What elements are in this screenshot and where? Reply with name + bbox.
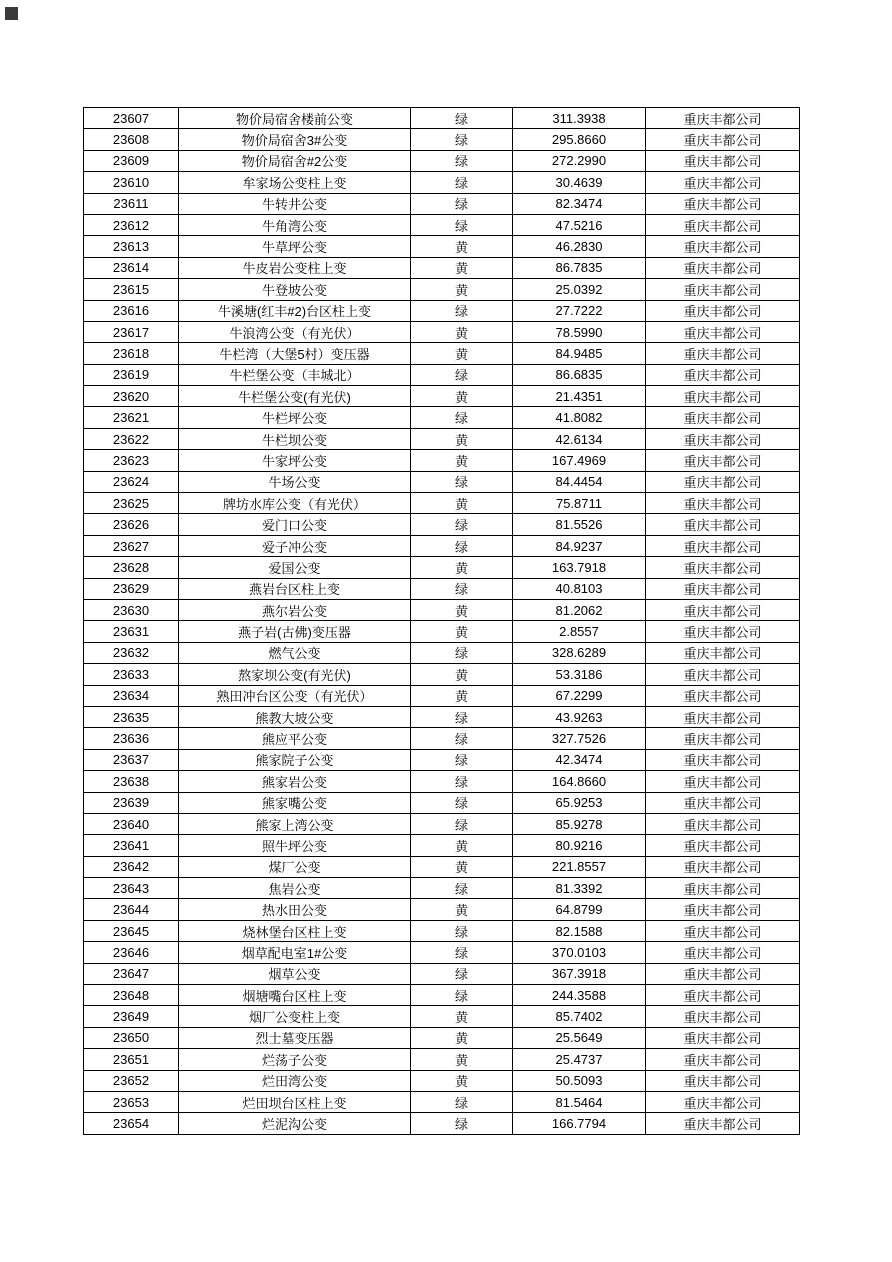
cell-status: 绿 (411, 150, 513, 171)
cell-status: 绿 (411, 792, 513, 813)
cell-company: 重庆丰都公司 (646, 920, 800, 941)
cell-status: 黄 (411, 1049, 513, 1070)
cell-name: 牛转井公变 (179, 193, 411, 214)
cell-name: 烟厂公变柱上变 (179, 1006, 411, 1027)
cell-status: 绿 (411, 172, 513, 193)
cell-name: 熊家嘴公变 (179, 792, 411, 813)
cell-status: 绿 (411, 642, 513, 663)
cell-name: 燕尔岩公变 (179, 599, 411, 620)
table-row (84, 835, 800, 856)
cell-status: 绿 (411, 514, 513, 535)
cell-name: 牟家场公变柱上变 (179, 172, 411, 193)
cell-value: 82.3474 (513, 193, 646, 214)
cell-name: 牛登坡公变 (179, 279, 411, 300)
cell-company: 重庆丰都公司 (646, 108, 800, 129)
table-row (84, 129, 800, 150)
cell-name: 照牛坪公变 (179, 835, 411, 856)
cell-company: 重庆丰都公司 (646, 129, 800, 150)
cell-status: 黄 (411, 386, 513, 407)
table-row (84, 813, 800, 834)
cell-id: 23627 (84, 535, 179, 556)
cell-company: 重庆丰都公司 (646, 557, 800, 578)
cell-status: 绿 (411, 535, 513, 556)
table-row (84, 1091, 800, 1112)
cell-company: 重庆丰都公司 (646, 300, 800, 321)
cell-value: 311.3938 (513, 108, 646, 129)
cell-id: 23640 (84, 813, 179, 834)
cell-company: 重庆丰都公司 (646, 364, 800, 385)
table-row (84, 450, 800, 471)
cell-status: 绿 (411, 129, 513, 150)
table-row (84, 1113, 800, 1134)
cell-company: 重庆丰都公司 (646, 621, 800, 642)
cell-status: 黄 (411, 279, 513, 300)
cell-status: 黄 (411, 1070, 513, 1091)
cell-company: 重庆丰都公司 (646, 150, 800, 171)
cell-value: 25.5649 (513, 1027, 646, 1048)
cell-id: 23630 (84, 599, 179, 620)
cell-value: 84.9237 (513, 535, 646, 556)
cell-company: 重庆丰都公司 (646, 386, 800, 407)
table-row (84, 493, 800, 514)
cell-id: 23644 (84, 899, 179, 920)
cell-name: 牛栏堡公变（丰城北） (179, 364, 411, 385)
cell-id: 23609 (84, 150, 179, 171)
cell-name: 物价局宿舍3#公变 (179, 129, 411, 150)
table-row (84, 514, 800, 535)
cell-value: 41.8082 (513, 407, 646, 428)
cell-company: 重庆丰都公司 (646, 599, 800, 620)
cell-status: 黄 (411, 557, 513, 578)
cell-name: 熊应平公变 (179, 728, 411, 749)
cell-company: 重庆丰都公司 (646, 214, 800, 235)
cell-value: 295.8660 (513, 129, 646, 150)
cell-id: 23651 (84, 1049, 179, 1070)
cell-id: 23626 (84, 514, 179, 535)
cell-name: 爱子冲公变 (179, 535, 411, 556)
table-row (84, 364, 800, 385)
cell-value: 64.8799 (513, 899, 646, 920)
cell-id: 23646 (84, 942, 179, 963)
cell-name: 牌坊水库公变（有光伏） (179, 493, 411, 514)
table-row (84, 214, 800, 235)
cell-status: 绿 (411, 771, 513, 792)
cell-company: 重庆丰都公司 (646, 1049, 800, 1070)
cell-value: 27.7222 (513, 300, 646, 321)
cell-name: 牛栏坝公变 (179, 428, 411, 449)
cell-company: 重庆丰都公司 (646, 514, 800, 535)
cell-name: 物价局宿舍楼前公变 (179, 108, 411, 129)
cell-company: 重庆丰都公司 (646, 985, 800, 1006)
cell-id: 23637 (84, 749, 179, 770)
cell-status: 黄 (411, 1027, 513, 1048)
cell-name: 燕子岩(古佛)变压器 (179, 621, 411, 642)
table-row (84, 386, 800, 407)
cell-value: 164.8660 (513, 771, 646, 792)
cell-id: 23621 (84, 407, 179, 428)
cell-name: 爱门口公变 (179, 514, 411, 535)
cell-name: 热水田公变 (179, 899, 411, 920)
cell-company: 重庆丰都公司 (646, 578, 800, 599)
table-row (84, 749, 800, 770)
cell-value: 81.3392 (513, 878, 646, 899)
cell-status: 绿 (411, 878, 513, 899)
cell-company: 重庆丰都公司 (646, 1113, 800, 1134)
cell-id: 23629 (84, 578, 179, 599)
table-row (84, 963, 800, 984)
table-row (84, 321, 800, 342)
cell-name: 熬家坝公变(有光伏) (179, 664, 411, 685)
cell-company: 重庆丰都公司 (646, 942, 800, 963)
cell-company: 重庆丰都公司 (646, 685, 800, 706)
table-row (84, 193, 800, 214)
table-row (84, 172, 800, 193)
cell-status: 黄 (411, 493, 513, 514)
table-row (84, 878, 800, 899)
cell-name: 烟塘嘴台区柱上变 (179, 985, 411, 1006)
cell-value: 50.5093 (513, 1070, 646, 1091)
cell-company: 重庆丰都公司 (646, 899, 800, 920)
cell-id: 23616 (84, 300, 179, 321)
cell-value: 25.4737 (513, 1049, 646, 1070)
cell-id: 23633 (84, 664, 179, 685)
cell-status: 黄 (411, 599, 513, 620)
cell-company: 重庆丰都公司 (646, 749, 800, 770)
cell-status: 黄 (411, 428, 513, 449)
cell-id: 23650 (84, 1027, 179, 1048)
cell-name: 烟草配电室1#公变 (179, 942, 411, 963)
cell-value: 166.7794 (513, 1113, 646, 1134)
cell-id: 23611 (84, 193, 179, 214)
cell-name: 烈士墓变压器 (179, 1027, 411, 1048)
cell-id: 23649 (84, 1006, 179, 1027)
cell-id: 23607 (84, 108, 179, 129)
cell-value: 65.9253 (513, 792, 646, 813)
cell-id: 23617 (84, 321, 179, 342)
cell-value: 42.3474 (513, 749, 646, 770)
corner-mark (5, 7, 18, 20)
cell-status: 绿 (411, 963, 513, 984)
cell-name: 熟田冲台区公变（有光伏） (179, 685, 411, 706)
table-row (84, 942, 800, 963)
cell-status: 绿 (411, 749, 513, 770)
cell-status: 黄 (411, 450, 513, 471)
cell-status: 黄 (411, 664, 513, 685)
table-row (84, 300, 800, 321)
cell-status: 绿 (411, 1091, 513, 1112)
cell-id: 23624 (84, 471, 179, 492)
cell-status: 绿 (411, 813, 513, 834)
cell-id: 23622 (84, 428, 179, 449)
table-row (84, 471, 800, 492)
table-row (84, 343, 800, 364)
cell-name: 牛草坪公变 (179, 236, 411, 257)
cell-value: 21.4351 (513, 386, 646, 407)
cell-company: 重庆丰都公司 (646, 279, 800, 300)
cell-status: 绿 (411, 214, 513, 235)
cell-company: 重庆丰都公司 (646, 664, 800, 685)
cell-id: 23635 (84, 706, 179, 727)
cell-name: 燃气公变 (179, 642, 411, 663)
table-row (84, 642, 800, 663)
cell-value: 43.9263 (513, 706, 646, 727)
cell-name: 牛浪湾公变（有光伏） (179, 321, 411, 342)
cell-company: 重庆丰都公司 (646, 813, 800, 834)
cell-name: 牛家坪公变 (179, 450, 411, 471)
cell-value: 53.3186 (513, 664, 646, 685)
cell-value: 84.9485 (513, 343, 646, 364)
cell-status: 黄 (411, 621, 513, 642)
cell-value: 78.5990 (513, 321, 646, 342)
table-row (84, 1070, 800, 1091)
cell-id: 23643 (84, 878, 179, 899)
cell-value: 167.4969 (513, 450, 646, 471)
cell-name: 牛溪塘(红丰#2)台区柱上变 (179, 300, 411, 321)
cell-value: 42.6134 (513, 428, 646, 449)
cell-id: 23648 (84, 985, 179, 1006)
cell-value: 46.2830 (513, 236, 646, 257)
cell-id: 23636 (84, 728, 179, 749)
cell-id: 23645 (84, 920, 179, 941)
cell-status: 绿 (411, 985, 513, 1006)
cell-id: 23608 (84, 129, 179, 150)
cell-status: 黄 (411, 835, 513, 856)
table-row (84, 1027, 800, 1048)
cell-company: 重庆丰都公司 (646, 450, 800, 471)
cell-value: 86.7835 (513, 257, 646, 278)
cell-name: 煤厂公变 (179, 856, 411, 877)
cell-name: 牛栏堡公变(有光伏) (179, 386, 411, 407)
cell-name: 烂泥沟公变 (179, 1113, 411, 1134)
cell-company: 重庆丰都公司 (646, 1070, 800, 1091)
cell-company: 重庆丰都公司 (646, 1091, 800, 1112)
cell-id: 23625 (84, 493, 179, 514)
table-row (84, 535, 800, 556)
cell-id: 23628 (84, 557, 179, 578)
cell-value: 30.4639 (513, 172, 646, 193)
cell-company: 重庆丰都公司 (646, 1027, 800, 1048)
cell-status: 绿 (411, 471, 513, 492)
cell-id: 23632 (84, 642, 179, 663)
table-row (84, 792, 800, 813)
cell-value: 370.0103 (513, 942, 646, 963)
cell-company: 重庆丰都公司 (646, 321, 800, 342)
cell-id: 23654 (84, 1113, 179, 1134)
table-row (84, 578, 800, 599)
cell-name: 烂田湾公变 (179, 1070, 411, 1091)
cell-name: 物价局宿舍#2公变 (179, 150, 411, 171)
cell-name: 烧林堡台区柱上变 (179, 920, 411, 941)
cell-value: 84.4454 (513, 471, 646, 492)
cell-id: 23647 (84, 963, 179, 984)
cell-id: 23623 (84, 450, 179, 471)
cell-company: 重庆丰都公司 (646, 792, 800, 813)
cell-company: 重庆丰都公司 (646, 343, 800, 364)
cell-company: 重庆丰都公司 (646, 236, 800, 257)
cell-name: 烂荡子公变 (179, 1049, 411, 1070)
cell-id: 23653 (84, 1091, 179, 1112)
cell-company: 重庆丰都公司 (646, 535, 800, 556)
cell-company: 重庆丰都公司 (646, 193, 800, 214)
cell-status: 黄 (411, 685, 513, 706)
table-row (84, 706, 800, 727)
cell-name: 牛皮岩公变柱上变 (179, 257, 411, 278)
table-row (84, 771, 800, 792)
cell-value: 82.1588 (513, 920, 646, 941)
table-row (84, 108, 800, 129)
cell-id: 23613 (84, 236, 179, 257)
cell-company: 重庆丰都公司 (646, 963, 800, 984)
cell-company: 重庆丰都公司 (646, 878, 800, 899)
cell-id: 23638 (84, 771, 179, 792)
table-body (84, 108, 800, 1135)
cell-name: 熊家岩公变 (179, 771, 411, 792)
cell-company: 重庆丰都公司 (646, 706, 800, 727)
cell-name: 牛角湾公变 (179, 214, 411, 235)
table-row (84, 257, 800, 278)
cell-name: 牛场公变 (179, 471, 411, 492)
table-row (84, 685, 800, 706)
cell-company: 重庆丰都公司 (646, 771, 800, 792)
cell-name: 牛栏坪公变 (179, 407, 411, 428)
cell-status: 黄 (411, 257, 513, 278)
cell-status: 绿 (411, 942, 513, 963)
cell-status: 绿 (411, 706, 513, 727)
table-row (84, 407, 800, 428)
cell-id: 23610 (84, 172, 179, 193)
cell-value: 2.8557 (513, 621, 646, 642)
cell-status: 黄 (411, 856, 513, 877)
cell-value: 81.5526 (513, 514, 646, 535)
cell-value: 67.2299 (513, 685, 646, 706)
cell-value: 25.0392 (513, 279, 646, 300)
cell-value: 81.2062 (513, 599, 646, 620)
cell-status: 绿 (411, 578, 513, 599)
cell-status: 黄 (411, 321, 513, 342)
table-row (84, 236, 800, 257)
table-row (84, 279, 800, 300)
cell-id: 23612 (84, 214, 179, 235)
cell-status: 黄 (411, 1006, 513, 1027)
cell-company: 重庆丰都公司 (646, 1006, 800, 1027)
cell-value: 81.5464 (513, 1091, 646, 1112)
cell-value: 80.9216 (513, 835, 646, 856)
cell-name: 熊教大坡公变 (179, 706, 411, 727)
transformer-table (83, 107, 800, 1135)
cell-id: 23618 (84, 343, 179, 364)
cell-status: 绿 (411, 300, 513, 321)
cell-name: 熊家院子公变 (179, 749, 411, 770)
cell-value: 40.8103 (513, 578, 646, 599)
cell-status: 绿 (411, 193, 513, 214)
cell-status: 黄 (411, 343, 513, 364)
table-row (84, 920, 800, 941)
cell-value: 85.7402 (513, 1006, 646, 1027)
cell-company: 重庆丰都公司 (646, 856, 800, 877)
table-row (84, 664, 800, 685)
table-row (84, 428, 800, 449)
table-row (84, 1006, 800, 1027)
cell-id: 23639 (84, 792, 179, 813)
cell-name: 烟草公变 (179, 963, 411, 984)
cell-id: 23631 (84, 621, 179, 642)
cell-value: 221.8557 (513, 856, 646, 877)
cell-name: 牛栏湾（大堡5村）变压器 (179, 343, 411, 364)
cell-status: 绿 (411, 920, 513, 941)
table-row (84, 985, 800, 1006)
table-row (84, 1049, 800, 1070)
cell-company: 重庆丰都公司 (646, 642, 800, 663)
table-row (84, 150, 800, 171)
cell-name: 烂田坝台区柱上变 (179, 1091, 411, 1112)
cell-value: 86.6835 (513, 364, 646, 385)
cell-value: 75.8711 (513, 493, 646, 514)
table-row (84, 621, 800, 642)
cell-company: 重庆丰都公司 (646, 428, 800, 449)
cell-id: 23619 (84, 364, 179, 385)
cell-value: 328.6289 (513, 642, 646, 663)
cell-id: 23641 (84, 835, 179, 856)
cell-company: 重庆丰都公司 (646, 493, 800, 514)
cell-status: 黄 (411, 236, 513, 257)
cell-status: 绿 (411, 1113, 513, 1134)
cell-value: 163.7918 (513, 557, 646, 578)
cell-company: 重庆丰都公司 (646, 835, 800, 856)
cell-company: 重庆丰都公司 (646, 471, 800, 492)
cell-company: 重庆丰都公司 (646, 257, 800, 278)
cell-status: 绿 (411, 728, 513, 749)
cell-name: 焦岩公变 (179, 878, 411, 899)
cell-id: 23614 (84, 257, 179, 278)
cell-name: 燕岩台区柱上变 (179, 578, 411, 599)
cell-status: 绿 (411, 407, 513, 428)
cell-id: 23634 (84, 685, 179, 706)
cell-value: 47.5216 (513, 214, 646, 235)
cell-value: 327.7526 (513, 728, 646, 749)
cell-id: 23615 (84, 279, 179, 300)
cell-value: 272.2990 (513, 150, 646, 171)
table-row (84, 599, 800, 620)
cell-status: 绿 (411, 108, 513, 129)
cell-status: 黄 (411, 899, 513, 920)
table-row (84, 728, 800, 749)
cell-value: 85.9278 (513, 813, 646, 834)
cell-id: 23620 (84, 386, 179, 407)
cell-company: 重庆丰都公司 (646, 172, 800, 193)
table-row (84, 856, 800, 877)
cell-value: 244.3588 (513, 985, 646, 1006)
cell-company: 重庆丰都公司 (646, 407, 800, 428)
cell-company: 重庆丰都公司 (646, 728, 800, 749)
table-row (84, 557, 800, 578)
cell-name: 爱国公变 (179, 557, 411, 578)
cell-id: 23642 (84, 856, 179, 877)
table-row (84, 899, 800, 920)
cell-name: 熊家上湾公变 (179, 813, 411, 834)
cell-value: 367.3918 (513, 963, 646, 984)
cell-status: 绿 (411, 364, 513, 385)
cell-id: 23652 (84, 1070, 179, 1091)
